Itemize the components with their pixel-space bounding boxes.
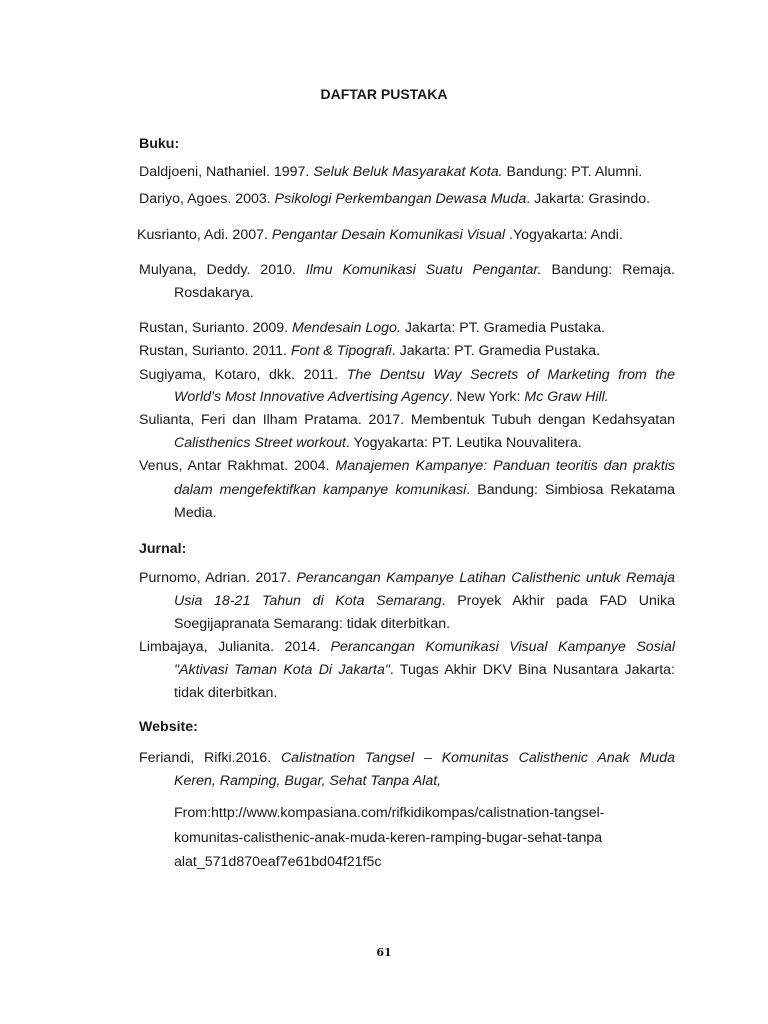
reference-line bbox=[139, 411, 675, 429]
reference-text: Mulyana, Deddy. 2010. bbox=[139, 262, 306, 278]
section-heading bbox=[139, 718, 198, 736]
reference-line bbox=[139, 366, 675, 384]
reference-text: Daldjoeni, Nathaniel. 1997. bbox=[139, 164, 314, 180]
reference-title-text: "Aktivasi Taman Kota Di Jakarta" bbox=[174, 662, 390, 678]
reference-text: . New York: bbox=[448, 389, 525, 405]
reference-text: Rustan, Surianto. 2011. bbox=[139, 343, 291, 359]
reference-text: From:http://www.kompasiana.com/rifkidikompas/calistnation-tangsel- bbox=[174, 805, 605, 821]
reference-line bbox=[174, 684, 277, 702]
reference-title-text: Psikologi Perkembangan Dewasa Muda bbox=[274, 191, 527, 207]
reference-line bbox=[139, 749, 675, 767]
reference-title-text: Perancangan Komunikasi Visual Kampanye Sosial bbox=[330, 639, 675, 655]
reference-line bbox=[174, 592, 675, 610]
reference-text: alat_571d870eaf7e61bd04f21f5c bbox=[174, 854, 382, 870]
reference-text: Rustan, Surianto. 2009. bbox=[139, 320, 293, 336]
reference-text: Jurnal: bbox=[139, 541, 187, 557]
reference-text: Jakarta: PT. Gramedia Pustaka. bbox=[400, 320, 606, 336]
reference-title-text: Perancangan Kampanye Latihan Calisthenic untuk Remaja bbox=[296, 570, 675, 586]
reference-text: Sulianta, Feri dan Ilham Pratama. 2017. Membentuk Tubuh dengan Kedahsyatan bbox=[139, 412, 675, 428]
reference-line bbox=[139, 342, 600, 360]
reference-text: Limbajaya, Julianita. 2014. bbox=[139, 639, 331, 655]
reference-text: Venus, Antar Rakhmat. 2004. bbox=[139, 458, 336, 474]
reference-title-text: Seluk Beluk Masyarakat Kota. bbox=[313, 164, 503, 180]
reference-line bbox=[174, 481, 675, 499]
reference-line bbox=[139, 638, 675, 656]
reference-text: . Bandung: Simbiosa Rekatama bbox=[466, 482, 676, 498]
reference-text: . Tugas Akhir DKV Bina Nusantara Jakarta: bbox=[389, 662, 675, 678]
reference-text: Purnomo, Adrian. 2017. bbox=[139, 570, 297, 586]
reference-line bbox=[174, 504, 217, 522]
reference-text: . Jakarta: Grasindo. bbox=[526, 191, 651, 207]
reference-line bbox=[139, 163, 642, 181]
reference-line bbox=[139, 457, 675, 475]
reference-title-text: Keren, Ramping, Bugar, Sehat Tanpa Alat, bbox=[174, 773, 442, 789]
reference-line bbox=[174, 804, 605, 822]
reference-line bbox=[174, 661, 675, 679]
page-number: 61 bbox=[376, 946, 392, 959]
reference-text: Feriandi, Rifki.2016. bbox=[139, 750, 281, 766]
reference-text: . Jakarta: PT. Gramedia Pustaka. bbox=[391, 343, 600, 359]
section-heading bbox=[139, 135, 179, 153]
reference-text: komunitas-calisthenic-anak-muda-keren-ramping-bugar-sehat-tanpa bbox=[174, 830, 603, 846]
reference-text: Media. bbox=[174, 505, 217, 521]
reference-text: Kusrianto, Adi. 2007. bbox=[137, 227, 272, 243]
reference-text: Sugiyama, Kotaro, dkk. 2011. bbox=[139, 367, 347, 383]
section-heading bbox=[139, 540, 186, 558]
reference-text: Bandung: Remaja. bbox=[541, 262, 675, 278]
reference-title-text: World’s Most Innovative Advertising Agency bbox=[174, 389, 449, 405]
reference-title-text: Calistnation Tangsel – Komunitas Calisthenic Anak Muda bbox=[280, 750, 675, 766]
reference-text: .Yogyakarta: Andi. bbox=[509, 227, 623, 243]
reference-title-text: Ilmu Komunikasi Suatu Pengantar. bbox=[305, 262, 542, 278]
reference-title-text: Mc Graw Hill. bbox=[524, 389, 609, 405]
reference-line bbox=[174, 772, 441, 790]
reference-title-text: Calisthenics Street workout bbox=[174, 435, 346, 451]
reference-title-text: dalam mengefektifkan kampanye komunikasi bbox=[174, 482, 467, 498]
reference-text: Bandung: PT. Alumni. bbox=[502, 164, 643, 180]
reference-line bbox=[137, 226, 623, 244]
reference-text: Dariyo, Agoes. 2003. bbox=[139, 191, 275, 207]
reference-text: Website: bbox=[139, 719, 198, 735]
reference-title-text: The Dentsu Way Secrets of Marketing from the bbox=[346, 367, 675, 383]
reference-line bbox=[174, 615, 450, 633]
reference-title-text: Pengantar Desain Komunikasi Visual bbox=[271, 227, 509, 243]
reference-title-text: Mendesain Logo. bbox=[292, 320, 401, 336]
page-title: DAFTAR PUSTAKA bbox=[320, 86, 448, 102]
reference-line bbox=[139, 569, 675, 587]
reference-line bbox=[139, 190, 650, 208]
reference-text: tidak diterbitkan. bbox=[174, 685, 278, 701]
reference-title-text: Manajemen Kampanye: Panduan teoritis dan praktis bbox=[335, 458, 675, 474]
reference-text: Soegijapranata Semarang: tidak diterbitkan. bbox=[174, 616, 451, 632]
reference-line bbox=[174, 434, 582, 452]
reference-text: . Proyek Akhir pada FAD Unika bbox=[441, 593, 675, 609]
reference-line bbox=[139, 261, 675, 279]
reference-line bbox=[174, 853, 382, 871]
reference-line bbox=[139, 319, 605, 337]
reference-line bbox=[174, 829, 602, 847]
reference-text: Rosdakarya. bbox=[174, 285, 254, 301]
reference-line bbox=[174, 388, 609, 406]
reference-title-text: Usia 18-21 Tahun di Kota Semarang bbox=[174, 593, 442, 609]
reference-title-text: Font & Tipografi bbox=[290, 343, 392, 359]
reference-text: . Yogyakarta: PT. Leutika Nouvalitera. bbox=[345, 435, 582, 451]
reference-line bbox=[174, 284, 254, 302]
reference-text: Buku: bbox=[139, 136, 180, 152]
